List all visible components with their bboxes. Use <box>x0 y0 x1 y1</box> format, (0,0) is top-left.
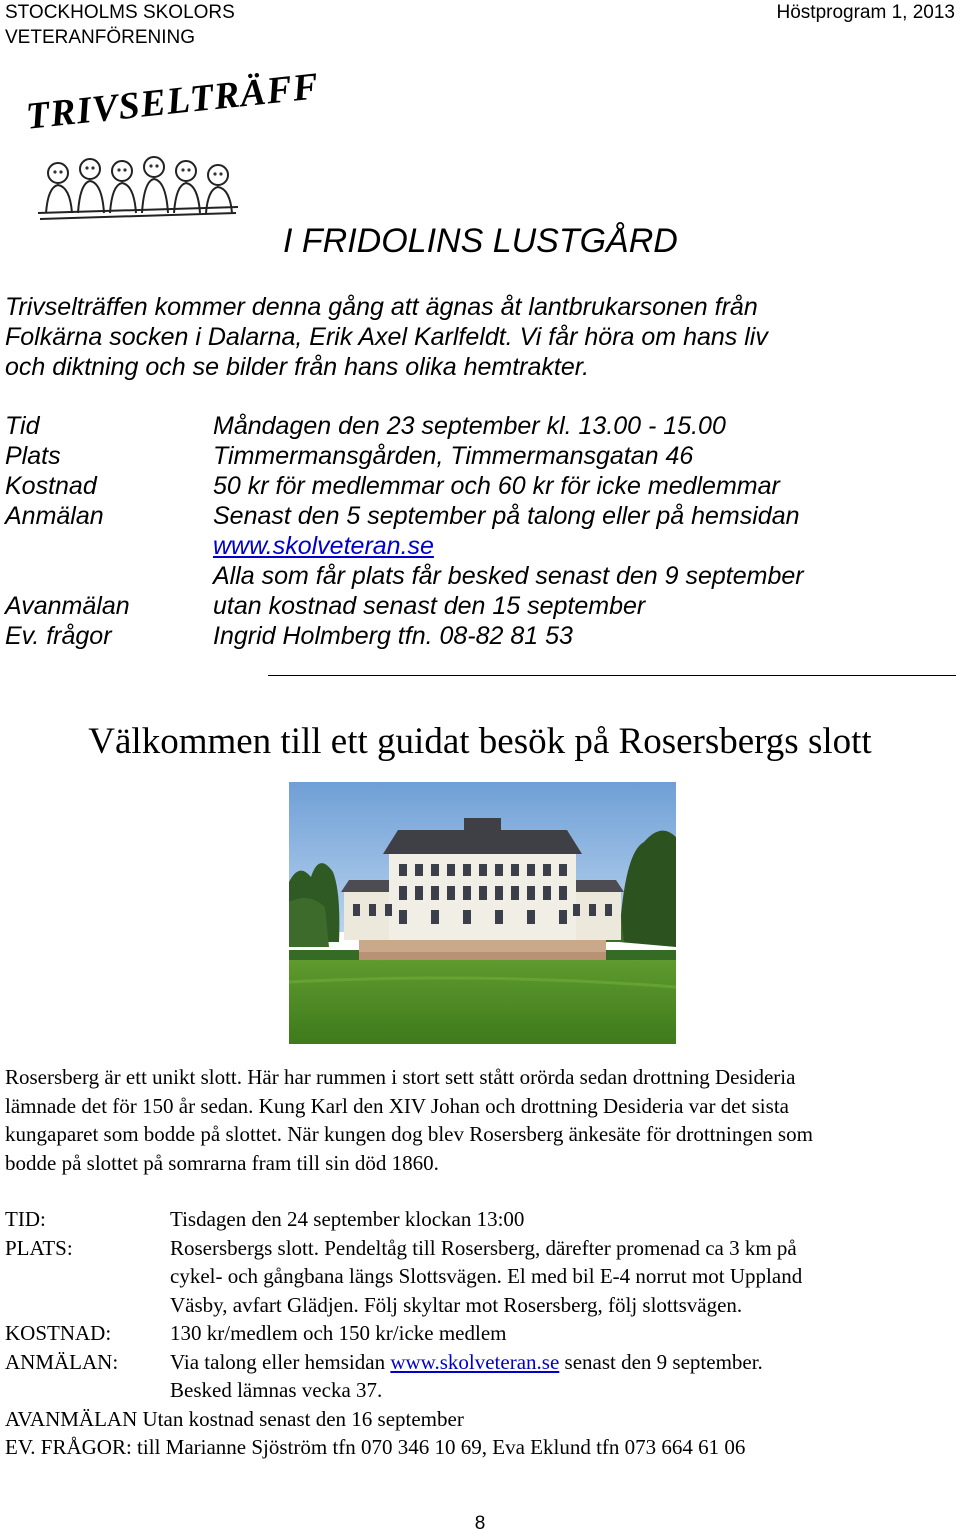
event2-details <box>5 1205 802 1462</box>
detail-label: KOSTNAD: <box>5 1321 112 1345</box>
detail-label: Anmälan <box>5 502 104 530</box>
organization-name-line1: STOCKHOLMS SKOLORS <box>5 2 235 23</box>
detail-label: TID: <box>5 1207 46 1231</box>
detail-value: Besked lämnas vecka 37. <box>170 1378 383 1402</box>
organization-name-line2: VETERANFÖRENING <box>5 27 196 48</box>
detail-row-kostnad <box>5 1319 802 1348</box>
detail-value: EV. FRÅGOR: till Marianne Sjöström tfn 070 346 10 69, Eva Eklund tfn 073 664 61 06 <box>5 1435 746 1459</box>
description-line: bodde på slottet på somrarna fram till sin död 1860. <box>5 1150 439 1175</box>
detail-value: AVANMÄLAN Utan kostnad senast den 16 september <box>5 1406 464 1431</box>
anmalan-deadline: senast den 9 september. <box>559 1349 763 1374</box>
event2-title: Välkommen till ett guidat besök på Rosersbergs slott <box>88 721 872 762</box>
anmalan-text: Via talong eller hemsidan <box>170 1349 391 1374</box>
detail-value: Tisdagen den 24 september klockan 13:00 <box>170 1207 525 1231</box>
detail-value: Alla som får plats får besked senast den 9 september <box>213 562 804 590</box>
detail-row-anmalan <box>5 1348 802 1405</box>
detail-row-avanmalan <box>5 1405 802 1434</box>
detail-value: Rosersbergs slott. Pendeltåg till Rosersberg, därefter promenad ca 3 km på <box>170 1235 797 1260</box>
detail-label: ANMÄLAN: <box>5 1349 119 1374</box>
detail-value: 130 kr/medlem och 150 kr/icke medlem <box>170 1321 507 1345</box>
description-line: Rosersberg är ett unikt slott. Här har rummen i stort sett stått orörda sedan drottning Desideria <box>5 1065 796 1089</box>
intro-line: Trivselträffen kommer denna gång att ägnas åt lantbrukarsonen från <box>5 293 758 321</box>
detail-label: Plats <box>5 442 61 470</box>
detail-value: utan kostnad senast den 15 september <box>213 592 646 620</box>
detail-label: PLATS: <box>5 1235 73 1260</box>
organization-name <box>5 0 235 50</box>
detail-value: 50 kr för medlemmar och 60 kr för icke medlemmar <box>213 472 780 500</box>
detail-value <box>170 1348 802 1377</box>
section-divider <box>268 675 956 676</box>
detail-label: Avanmälan <box>5 592 130 620</box>
trivseltraff-logo <box>18 65 322 255</box>
intro-line: och diktning och se bilder från hans olika hemtrakter. <box>5 353 590 381</box>
description-line: lämnade det för 150 år sedan. Kung Karl den XIV Johan och drottning Desideria var det sista <box>5 1093 789 1118</box>
detail-label: Kostnad <box>5 472 97 500</box>
detail-value: Måndagen den 23 september kl. 13.00 - 15.00 <box>213 412 726 440</box>
detail-label: Ev. frågor <box>5 622 112 650</box>
detail-row-tid <box>5 1205 802 1234</box>
event2-description <box>5 1063 955 1177</box>
detail-value: Ingrid Holmberg tfn. 08-82 81 53 <box>213 622 573 650</box>
detail-value: Timmermansgården, Timmermansgatan 46 <box>213 442 694 470</box>
logo-text: TRIVSELTRÄFF <box>24 65 322 138</box>
intro-line: Folkärna socken i Dalarna, Erik Axel Karlfeldt. Vi får höra om hans liv <box>5 323 768 351</box>
detail-row-plats <box>5 1234 802 1320</box>
detail-label: Tid <box>5 412 40 440</box>
event1-title: I FRIDOLINS LUSTGÅRD <box>283 222 678 260</box>
detail-row-fragor <box>5 1433 802 1462</box>
event1-intro <box>5 292 955 382</box>
program-title: Höstprogram 1, 2013 <box>776 2 955 23</box>
page-number: 8 <box>474 1513 486 1534</box>
detail-value: Senast den 5 september på talong eller på hemsidan <box>213 502 800 530</box>
detail-value: cykel- och gångbana längs Slottsvägen. El med bil E-4 norrut mot Uppland <box>170 1264 803 1288</box>
detail-value: Väsby, avfart Glädjen. Följ skyltar mot Rosersberg, följ slottsvägen. <box>170 1292 743 1317</box>
description-line: kungaparet som bodde på slottet. När kungen dog blev Rosersberg änkesäte för drottningen som <box>5 1122 813 1146</box>
website-link[interactable]: www.skolveteran.se <box>390 1349 560 1374</box>
website-link[interactable]: www.skolveteran.se <box>213 532 434 560</box>
rosersberg-castle-photo <box>289 782 676 1044</box>
